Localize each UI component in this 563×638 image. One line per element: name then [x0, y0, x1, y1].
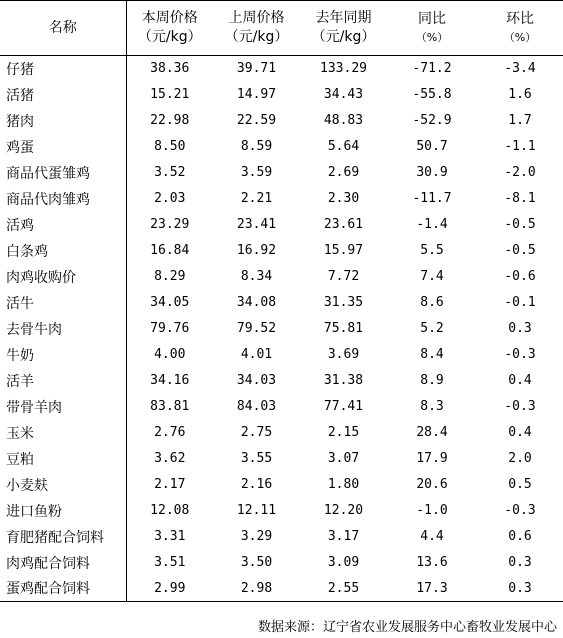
value-cell: 3.09: [327, 555, 360, 570]
column-header-unit: （%）: [415, 31, 449, 44]
item-name-cell: 豆粕: [0, 446, 126, 472]
value-cell: 12.11: [236, 503, 277, 518]
column-header-unit: （%）: [503, 31, 537, 44]
value-cell: 3.31: [154, 529, 186, 544]
item-name-cell: 活鸡: [0, 212, 126, 238]
value-cell: 0.6: [508, 529, 532, 544]
item-name-cell: 带骨羊肉: [0, 394, 126, 420]
column-header-0: [0, 1, 126, 56]
value-cell: 34.03: [236, 373, 277, 388]
table-row: [0, 550, 563, 576]
value-cell: 2.0: [508, 451, 532, 466]
column-header-title: 上周价格: [228, 10, 285, 26]
column-header-3: [300, 1, 387, 56]
value-cell: 2.30: [327, 191, 360, 206]
value-cell: -0.5: [504, 243, 536, 258]
value-cell: 31.35: [323, 295, 364, 310]
value-cell: -0.3: [504, 503, 536, 518]
item-name-cell: 活羊: [0, 368, 126, 394]
table-row: [0, 576, 563, 602]
value-cell: 2.21: [240, 191, 273, 206]
value-cell: 38.36: [150, 61, 190, 77]
value-cell: 8.6: [420, 295, 444, 310]
value-cell: -1.1: [504, 139, 536, 154]
value-cell: -0.3: [504, 347, 536, 362]
value-cell: 39.71: [236, 61, 277, 77]
value-cell: 8.29: [154, 269, 186, 284]
item-name-cell: 去骨牛肉: [0, 316, 126, 342]
value-cell: -0.6: [504, 269, 536, 284]
table-row: [0, 524, 563, 550]
item-name-cell: 鸡蛋: [0, 134, 126, 160]
value-cell: 5.5: [420, 243, 444, 258]
value-cell: 30.9: [416, 165, 448, 180]
value-cell: 3.62: [154, 451, 186, 466]
column-header-title: 名称: [48, 19, 77, 36]
table-row: [0, 56, 563, 82]
value-cell: -11.7: [412, 191, 452, 206]
value-cell: 4.4: [420, 529, 444, 544]
item-name-cell: 猪肉: [0, 108, 126, 134]
value-cell: 16.92: [236, 243, 277, 258]
value-cell: -0.5: [504, 217, 536, 232]
value-cell: 8.59: [240, 139, 273, 154]
value-cell: 2.16: [240, 477, 273, 492]
item-name-cell: 进口鱼粉: [0, 498, 126, 524]
value-cell: 2.69: [327, 165, 360, 180]
value-cell: 2.15: [327, 425, 360, 440]
value-cell: 8.50: [154, 139, 186, 154]
value-cell: 22.98: [150, 113, 190, 128]
table-row: [0, 82, 563, 108]
table-row: [0, 498, 563, 524]
value-cell: 15.21: [150, 87, 190, 102]
value-cell: 23.29: [150, 217, 190, 232]
value-cell: 8.34: [240, 269, 273, 284]
value-cell: 12.20: [323, 503, 364, 518]
column-header-4: [387, 1, 477, 56]
value-cell: 28.4: [416, 425, 448, 440]
column-header-1: [126, 1, 213, 56]
value-cell: 84.03: [236, 399, 277, 414]
table-row: [0, 212, 563, 238]
value-cell: 0.3: [508, 321, 532, 336]
value-cell: 0.3: [477, 576, 563, 602]
table-row: [0, 264, 563, 290]
value-cell: 23.41: [236, 217, 277, 232]
table-row: [0, 368, 563, 394]
value-cell: 0.3: [508, 555, 532, 570]
value-cell: 17.3: [387, 576, 477, 602]
table-row: [0, 108, 563, 134]
value-cell: -8.1: [504, 191, 536, 206]
value-cell: 17.9: [416, 451, 448, 466]
column-header-unit: （元/kg）: [224, 29, 289, 45]
value-cell: -1.0: [416, 503, 448, 518]
value-cell: -55.8: [412, 87, 452, 102]
value-cell: 22.59: [236, 113, 277, 128]
value-cell: 4.01: [240, 347, 273, 362]
value-cell: 31.38: [323, 373, 364, 388]
value-cell: 5.2: [420, 321, 444, 336]
value-cell: 20.6: [416, 477, 448, 492]
column-header-unit: （元/kg）: [311, 29, 376, 45]
item-name-cell: 肉鸡配合饲料: [0, 550, 126, 576]
value-cell: 2.99: [126, 576, 213, 602]
value-cell: 5.64: [327, 139, 360, 154]
item-name-cell: 白条鸡: [0, 238, 126, 264]
table-row: [0, 290, 563, 316]
value-cell: 34.43: [323, 87, 364, 102]
value-cell: 0.5: [508, 477, 532, 492]
value-cell: 1.80: [327, 477, 360, 492]
value-cell: 2.17: [154, 477, 186, 492]
value-cell: 75.81: [323, 321, 364, 336]
value-cell: 83.81: [150, 399, 190, 414]
item-name-cell: 活牛: [0, 290, 126, 316]
value-cell: 7.72: [327, 269, 360, 284]
value-cell: -71.2: [412, 61, 452, 77]
value-cell: 50.7: [416, 139, 448, 154]
column-header-5: [477, 1, 563, 56]
value-cell: 7.4: [420, 269, 444, 284]
value-cell: 79.76: [150, 321, 190, 336]
table-body: [0, 56, 563, 602]
column-header-unit: （元/kg）: [137, 29, 202, 45]
value-cell: 15.97: [323, 243, 364, 258]
value-cell: 0.4: [508, 373, 532, 388]
value-cell: 4.00: [154, 347, 186, 362]
value-cell: 16.84: [150, 243, 190, 258]
table-row: [0, 446, 563, 472]
table-row: [0, 316, 563, 342]
value-cell: 3.52: [154, 165, 186, 180]
item-name-cell: 玉米: [0, 420, 126, 446]
column-header-title: 同比: [418, 11, 446, 27]
value-cell: 3.51: [154, 555, 186, 570]
table-row: [0, 342, 563, 368]
value-cell: -52.9: [412, 113, 452, 128]
value-cell: 3.50: [240, 555, 273, 570]
table-row: [0, 134, 563, 160]
table-row: [0, 420, 563, 446]
value-cell: 34.05: [150, 295, 190, 310]
value-cell: 0.4: [508, 425, 532, 440]
value-cell: 2.76: [154, 425, 186, 440]
value-cell: -2.0: [504, 165, 536, 180]
value-cell: 34.08: [236, 295, 277, 310]
value-cell: 3.69: [327, 347, 360, 362]
value-cell: -1.4: [416, 217, 448, 232]
column-header-2: [213, 1, 300, 56]
table-row: [0, 186, 563, 212]
value-cell: 14.97: [236, 87, 277, 102]
value-cell: 3.07: [327, 451, 360, 466]
value-cell: 2.75: [240, 425, 273, 440]
value-cell: 3.59: [240, 165, 273, 180]
value-cell: 2.03: [154, 191, 186, 206]
value-cell: 79.52: [236, 321, 277, 336]
value-cell: 2.98: [213, 576, 300, 602]
value-cell: 3.29: [240, 529, 273, 544]
value-cell: 1.7: [508, 113, 532, 128]
value-cell: 13.6: [416, 555, 448, 570]
value-cell: 8.9: [420, 373, 444, 388]
item-name-cell: 商品代肉雏鸡: [0, 186, 126, 212]
item-name-cell: 育肥猪配合饲料: [0, 524, 126, 550]
item-name-cell: 商品代蛋雏鸡: [0, 160, 126, 186]
column-header-title: 去年同期: [315, 10, 372, 26]
value-cell: 3.55: [240, 451, 273, 466]
value-cell: 48.83: [323, 113, 364, 128]
table-row: [0, 472, 563, 498]
item-name-cell: 仔猪: [0, 56, 126, 82]
value-cell: 23.61: [323, 217, 364, 232]
column-header-title: 本周价格: [141, 10, 198, 26]
value-cell: 34.16: [150, 373, 190, 388]
item-name-cell: 蛋鸡配合饲料: [0, 576, 126, 602]
value-cell: 1.6: [508, 87, 532, 102]
value-cell: -0.3: [504, 399, 536, 414]
data-source-note: 数据来源：辽宁省农业发展服务中心畜牧业发展中心: [257, 620, 557, 635]
value-cell: 8.3: [420, 399, 444, 414]
value-cell: 12.08: [150, 503, 190, 518]
item-name-cell: 牛奶: [0, 342, 126, 368]
value-cell: 3.17: [327, 529, 360, 544]
value-cell: 77.41: [323, 399, 364, 414]
table-row: [0, 394, 563, 420]
value-cell: -3.4: [504, 61, 536, 77]
item-name-cell: 活猪: [0, 82, 126, 108]
table-row: [0, 160, 563, 186]
item-name-cell: 肉鸡收购价: [0, 264, 126, 290]
column-header-title: 环比: [506, 11, 534, 27]
table-header: [0, 1, 563, 56]
value-cell: -0.1: [504, 295, 536, 310]
value-cell: 133.29: [320, 61, 367, 77]
value-cell: 2.55: [300, 576, 387, 602]
value-cell: 8.4: [420, 347, 444, 362]
item-name-cell: 小麦麸: [0, 472, 126, 498]
header-row: [0, 1, 563, 56]
table-row: [0, 238, 563, 264]
